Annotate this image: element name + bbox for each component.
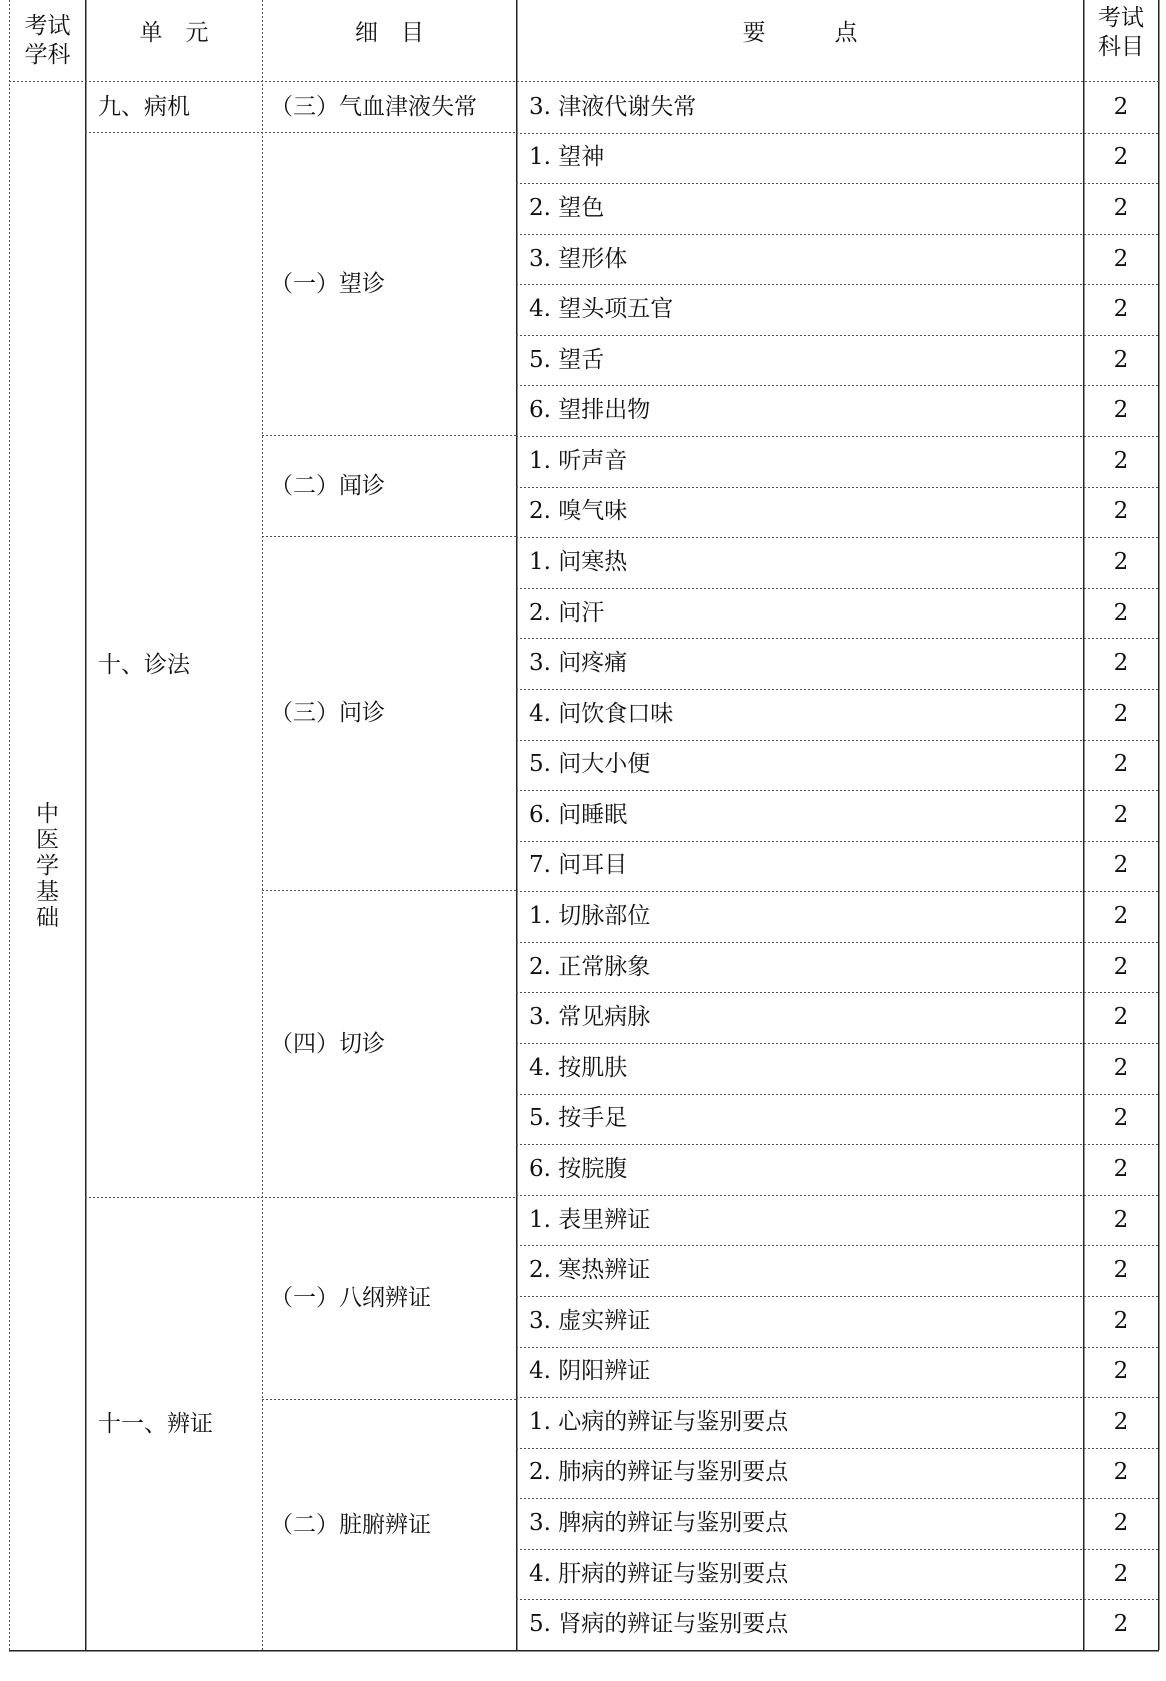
exam-subject-cell bbox=[1084, 1448, 1158, 1499]
header-subject-line2: 学科 bbox=[24, 41, 71, 68]
exam-subject-value: 2 bbox=[1113, 346, 1129, 373]
key-point-text: 4. 问饮食口味 bbox=[529, 700, 674, 727]
header-exam-line2: 科目 bbox=[1098, 34, 1144, 60]
exam-subject-value: 2 bbox=[1113, 1257, 1129, 1284]
header-exam-subject bbox=[1084, 0, 1158, 66]
key-point-cell bbox=[529, 183, 1079, 234]
unit-label: 十、诊法 bbox=[98, 651, 190, 678]
exam-subject-cell bbox=[1084, 891, 1158, 942]
key-point-text: 4. 阴阳辨证 bbox=[529, 1358, 651, 1385]
key-point-text: 1. 听声音 bbox=[529, 447, 628, 474]
unit-label: 十一、辨证 bbox=[98, 1410, 213, 1437]
exam-subject-value: 2 bbox=[1113, 245, 1129, 272]
exam-subject-value: 2 bbox=[1113, 498, 1129, 525]
key-point-text: 1. 切脉部位 bbox=[529, 903, 651, 930]
key-point-cell bbox=[529, 487, 1079, 538]
key-point-cell bbox=[529, 1195, 1079, 1246]
key-point-text: 3. 脾病的辨证与鉴别要点 bbox=[529, 1510, 789, 1537]
exam-subject-value: 2 bbox=[1113, 801, 1129, 828]
exam-subject-cell bbox=[1084, 1094, 1158, 1145]
exam-subject-cell bbox=[1084, 689, 1158, 740]
exam-subject-value: 2 bbox=[1113, 1510, 1129, 1537]
exam-subject-value: 2 bbox=[1113, 1611, 1129, 1638]
key-point-text: 4. 望头项五官 bbox=[529, 296, 674, 323]
exam-subject-value: 2 bbox=[1113, 1358, 1129, 1385]
key-point-cell bbox=[529, 1347, 1079, 1398]
exam-subject-cell bbox=[1084, 1296, 1158, 1347]
detail-cell bbox=[270, 82, 514, 132]
key-point-cell bbox=[529, 385, 1079, 436]
exam-subject-value: 2 bbox=[1113, 549, 1129, 575]
exam-subject-value: 2 bbox=[1113, 1105, 1129, 1132]
detail-label: （四）切诊 bbox=[270, 1030, 385, 1057]
header-key-points-label: 要 点 bbox=[742, 19, 858, 46]
header-subject bbox=[10, 0, 85, 81]
exam-subject-value: 2 bbox=[1113, 447, 1129, 474]
key-point-cell bbox=[529, 790, 1079, 841]
exam-subject-value: 2 bbox=[1113, 1206, 1129, 1233]
key-point-text: 5. 按手足 bbox=[529, 1105, 628, 1132]
key-point-cell bbox=[529, 1498, 1079, 1549]
header-subject-line1: 考试 bbox=[24, 12, 71, 39]
detail-label: （三）问诊 bbox=[270, 700, 385, 726]
key-point-text: 3. 常见病脉 bbox=[529, 1004, 651, 1031]
header-detail bbox=[263, 0, 516, 66]
detail-cell bbox=[270, 891, 514, 1197]
key-point-text: 3. 望形体 bbox=[529, 245, 628, 272]
detail-cell bbox=[270, 1198, 514, 1399]
exam-subject-value: 2 bbox=[1113, 852, 1129, 879]
key-point-cell bbox=[529, 1397, 1079, 1448]
exam-subject-cell bbox=[1084, 1144, 1158, 1195]
key-point-cell bbox=[529, 436, 1079, 487]
key-point-text: 6. 按脘腹 bbox=[529, 1155, 628, 1182]
exam-subject-cell bbox=[1084, 284, 1158, 335]
key-point-text: 1. 望神 bbox=[529, 144, 605, 171]
header-unit-label: 单 元 bbox=[139, 19, 209, 46]
key-point-text: 3. 问疼痛 bbox=[529, 650, 628, 677]
exam-subject-cell bbox=[1084, 385, 1158, 436]
key-point-text: 6. 问睡眠 bbox=[529, 801, 628, 828]
key-point-text: 7. 问耳目 bbox=[529, 852, 628, 879]
subject-name: 中医学基础 bbox=[36, 801, 59, 931]
exam-subject-value: 2 bbox=[1113, 903, 1129, 930]
exam-subject-value: 2 bbox=[1113, 1459, 1129, 1486]
key-point-cell bbox=[529, 992, 1079, 1043]
key-point-text: 4. 肝病的辨证与鉴别要点 bbox=[529, 1560, 789, 1587]
key-point-text: 4. 按肌肤 bbox=[529, 1054, 628, 1081]
exam-subject-cell bbox=[1084, 1397, 1158, 1448]
header-detail-label: 细 目 bbox=[355, 19, 424, 46]
key-point-cell bbox=[529, 1296, 1079, 1347]
key-point-cell bbox=[529, 1094, 1079, 1145]
exam-subject-value: 2 bbox=[1113, 1054, 1129, 1081]
unit-cell-10 bbox=[98, 133, 258, 1197]
key-point-text: 5. 问大小便 bbox=[529, 751, 651, 778]
key-point-text: 6. 望排出物 bbox=[529, 397, 651, 424]
detail-label: （一）望诊 bbox=[270, 270, 385, 297]
detail-label: （二）脏腑辨证 bbox=[270, 1511, 431, 1538]
exam-subject-cell bbox=[1084, 436, 1158, 487]
subject-cell bbox=[10, 82, 85, 1650]
key-point-text: 2. 望色 bbox=[529, 194, 605, 221]
exam-subject-value: 2 bbox=[1113, 93, 1129, 120]
key-point-cell bbox=[529, 284, 1079, 335]
key-point-cell bbox=[529, 1245, 1079, 1296]
exam-subject-cell bbox=[1084, 133, 1158, 184]
detail-label: （一）八纲辨证 bbox=[270, 1285, 431, 1311]
exam-subject-value: 2 bbox=[1113, 1560, 1129, 1587]
exam-subject-value: 2 bbox=[1113, 1408, 1129, 1435]
exam-subject-value: 2 bbox=[1113, 700, 1129, 727]
exam-subject-value: 2 bbox=[1113, 1004, 1129, 1031]
key-point-cell bbox=[529, 1599, 1079, 1650]
exam-subject-cell bbox=[1084, 638, 1158, 689]
key-point-text: 2. 问汗 bbox=[529, 599, 605, 626]
key-point-text: 2. 正常脉象 bbox=[529, 953, 651, 980]
exam-subject-value: 2 bbox=[1113, 194, 1129, 221]
exam-subject-cell bbox=[1084, 487, 1158, 538]
key-point-text: 1. 表里辨证 bbox=[529, 1206, 651, 1233]
key-point-text: 5. 肾病的辨证与鉴别要点 bbox=[529, 1611, 789, 1638]
unit-label: 九、病机 bbox=[98, 93, 190, 120]
key-point-cell bbox=[529, 537, 1079, 588]
exam-subject-cell bbox=[1084, 335, 1158, 386]
exam-subject-cell bbox=[1084, 740, 1158, 791]
exam-subject-value: 2 bbox=[1113, 599, 1129, 626]
exam-subject-cell bbox=[1084, 1549, 1158, 1600]
exam-subject-cell bbox=[1084, 537, 1158, 588]
key-point-cell bbox=[529, 82, 1079, 133]
exam-subject-cell bbox=[1084, 82, 1158, 133]
key-point-cell bbox=[529, 841, 1079, 892]
key-point-text: 2. 肺病的辨证与鉴别要点 bbox=[529, 1459, 789, 1486]
exam-subject-value: 2 bbox=[1113, 751, 1129, 778]
key-point-cell bbox=[529, 1144, 1079, 1195]
exam-subject-cell bbox=[1084, 1195, 1158, 1246]
key-point-text: 1. 问寒热 bbox=[529, 549, 628, 575]
key-point-cell bbox=[529, 588, 1079, 639]
key-point-cell bbox=[529, 638, 1079, 689]
key-point-cell bbox=[529, 133, 1079, 184]
key-point-cell bbox=[529, 1043, 1079, 1094]
key-point-cell bbox=[529, 740, 1079, 791]
key-point-cell bbox=[529, 335, 1079, 386]
unit-cell-11 bbox=[98, 1198, 258, 1650]
exam-subject-cell bbox=[1084, 942, 1158, 993]
header-unit bbox=[86, 0, 262, 66]
detail-label: （三）气血津液失常 bbox=[270, 93, 477, 120]
key-point-text: 5. 望舌 bbox=[529, 346, 605, 373]
exam-subject-cell bbox=[1084, 1599, 1158, 1650]
key-point-text: 2. 寒热辨证 bbox=[529, 1257, 651, 1284]
exam-subject-value: 2 bbox=[1113, 144, 1129, 171]
header-exam-line1: 考试 bbox=[1098, 5, 1144, 31]
key-point-cell bbox=[529, 891, 1079, 942]
exam-subject-value: 2 bbox=[1113, 296, 1129, 323]
key-point-text: 3. 虚实辨证 bbox=[529, 1307, 651, 1334]
key-point-text: 1. 心病的辨证与鉴别要点 bbox=[529, 1408, 789, 1435]
exam-subject-cell bbox=[1084, 234, 1158, 285]
exam-subject-cell bbox=[1084, 790, 1158, 841]
key-point-text: 2. 嗅气味 bbox=[529, 498, 628, 525]
key-point-cell bbox=[529, 689, 1079, 740]
exam-subject-cell bbox=[1084, 992, 1158, 1043]
exam-subject-value: 2 bbox=[1113, 397, 1129, 424]
detail-cell bbox=[270, 537, 514, 890]
exam-subject-cell bbox=[1084, 1498, 1158, 1549]
exam-subject-cell bbox=[1084, 183, 1158, 234]
detail-cell bbox=[270, 133, 514, 435]
exam-subject-cell bbox=[1084, 1245, 1158, 1296]
detail-label: （二）闻诊 bbox=[270, 472, 385, 499]
exam-subject-value: 2 bbox=[1113, 650, 1129, 677]
key-point-cell bbox=[529, 1448, 1079, 1499]
exam-subject-value: 2 bbox=[1113, 953, 1129, 980]
detail-cell bbox=[270, 436, 514, 536]
key-point-text: 3. 津液代谢失常 bbox=[529, 93, 697, 120]
detail-cell bbox=[270, 1400, 514, 1650]
exam-subject-value: 2 bbox=[1113, 1307, 1129, 1334]
exam-subject-cell bbox=[1084, 588, 1158, 639]
header-key-points bbox=[517, 0, 1083, 66]
unit-cell-9 bbox=[98, 82, 258, 132]
exam-subject-cell bbox=[1084, 841, 1158, 892]
key-point-cell bbox=[529, 1549, 1079, 1600]
exam-subject-cell bbox=[1084, 1043, 1158, 1094]
key-point-cell bbox=[529, 942, 1079, 993]
exam-subject-value: 2 bbox=[1113, 1155, 1129, 1182]
key-point-cell bbox=[529, 234, 1079, 285]
exam-subject-cell bbox=[1084, 1347, 1158, 1398]
